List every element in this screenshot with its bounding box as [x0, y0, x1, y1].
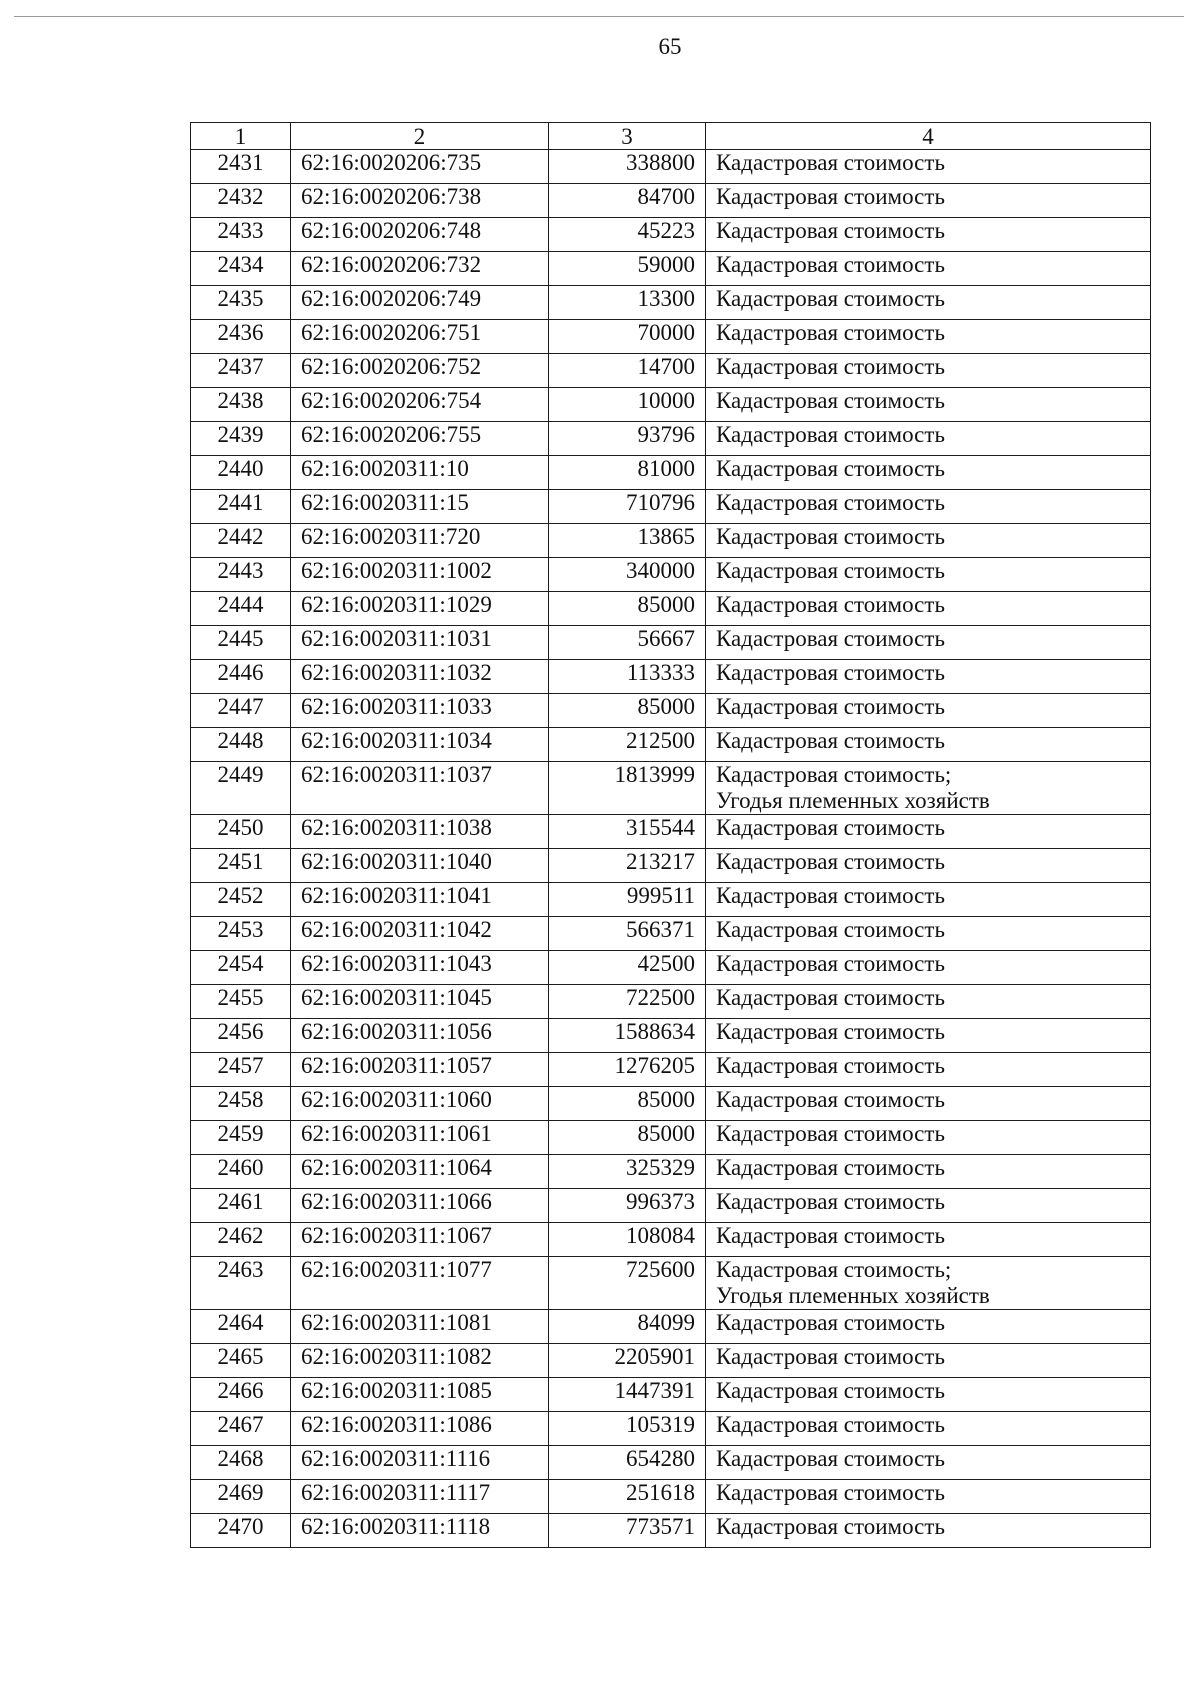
cadastral-value-cell: 85000 — [549, 592, 706, 626]
basis-line: Кадастровая стоимость; — [716, 1257, 952, 1282]
table-row — [191, 694, 1151, 728]
basis-cell — [706, 558, 1151, 592]
cadastral-value-cell: 81000 — [549, 456, 706, 490]
row-number-cell: 2464 — [191, 1310, 291, 1344]
cadastral-number-cell: 62:16:0020311:15 — [291, 490, 549, 524]
basis-cell — [706, 849, 1151, 883]
row-number-cell: 2437 — [191, 354, 291, 388]
row-number-cell: 2460 — [191, 1155, 291, 1189]
basis-line: Кадастровая стоимость — [716, 218, 945, 243]
table-row — [191, 252, 1151, 286]
basis-cell — [706, 694, 1151, 728]
cadastral-number-cell: 62:16:0020311:1041 — [291, 883, 549, 917]
row-number-cell: 2443 — [191, 558, 291, 592]
cadastral-number-cell: 62:16:0020206:751 — [291, 320, 549, 354]
cadastral-value-cell: 1813999 — [549, 762, 706, 815]
row-number-cell: 2453 — [191, 917, 291, 951]
cadastral-value-cell: 1276205 — [549, 1053, 706, 1087]
cadastral-value-cell: 13865 — [549, 524, 706, 558]
basis-line: Кадастровая стоимость — [716, 626, 945, 651]
row-number-cell: 2455 — [191, 985, 291, 1019]
cadastral-value-cell: 725600 — [549, 1257, 706, 1310]
cadastral-number-cell: 62:16:0020206:749 — [291, 286, 549, 320]
cadastral-number-cell: 62:16:0020311:1057 — [291, 1053, 549, 1087]
basis-line: Кадастровая стоимость — [716, 558, 945, 583]
basis-line: Кадастровая стоимость — [716, 592, 945, 617]
basis-cell — [706, 1087, 1151, 1121]
cadastral-value-cell: 85000 — [549, 1087, 706, 1121]
row-number-cell: 2448 — [191, 728, 291, 762]
cadastral-number-cell: 62:16:0020206:732 — [291, 252, 549, 286]
basis-cell — [706, 524, 1151, 558]
basis-cell — [706, 1480, 1151, 1514]
table-body — [191, 150, 1151, 1548]
basis-cell — [706, 252, 1151, 286]
table-row — [191, 150, 1151, 184]
basis-cell — [706, 917, 1151, 951]
table-row — [191, 1053, 1151, 1087]
cadastral-number-cell: 62:16:0020311:1056 — [291, 1019, 549, 1053]
basis-line: Кадастровая стоимость — [716, 849, 945, 874]
basis-line: Кадастровая стоимость — [716, 1310, 945, 1335]
table-row — [191, 815, 1151, 849]
row-number-cell: 2449 — [191, 762, 291, 815]
cadastral-number-cell: 62:16:0020311:1077 — [291, 1257, 549, 1310]
cadastral-number-cell: 62:16:0020311:10 — [291, 456, 549, 490]
row-number-cell: 2466 — [191, 1378, 291, 1412]
row-number-cell: 2447 — [191, 694, 291, 728]
cadastral-number-cell: 62:16:0020206:738 — [291, 184, 549, 218]
land-register-table — [190, 122, 1151, 1548]
basis-line: Кадастровая стоимость — [716, 456, 945, 481]
row-number-cell: 2445 — [191, 626, 291, 660]
table-row — [191, 626, 1151, 660]
cadastral-number-cell: 62:16:0020311:1031 — [291, 626, 549, 660]
basis-cell — [706, 1310, 1151, 1344]
row-number-cell: 2458 — [191, 1087, 291, 1121]
cadastral-value-cell: 999511 — [549, 883, 706, 917]
page-number: 65 — [658, 34, 682, 59]
cadastral-value-cell: 315544 — [549, 815, 706, 849]
row-number-cell: 2433 — [191, 218, 291, 252]
cadastral-number-cell: 62:16:0020311:1085 — [291, 1378, 549, 1412]
column-header-1: 1 — [191, 123, 291, 150]
basis-line: Кадастровая стоимость — [716, 694, 945, 719]
row-number-cell: 2465 — [191, 1344, 291, 1378]
cadastral-number-cell: 62:16:0020206:748 — [291, 218, 549, 252]
row-number-cell: 2435 — [191, 286, 291, 320]
cadastral-number-cell: 62:16:0020311:1060 — [291, 1087, 549, 1121]
column-header-2: 2 — [291, 123, 549, 150]
basis-cell — [706, 218, 1151, 252]
row-number-cell: 2438 — [191, 388, 291, 422]
cadastral-value-cell: 325329 — [549, 1155, 706, 1189]
basis-cell — [706, 1412, 1151, 1446]
basis-cell — [706, 1446, 1151, 1480]
table-row — [191, 1121, 1151, 1155]
row-number-cell: 2444 — [191, 592, 291, 626]
cadastral-number-cell: 62:16:0020206:754 — [291, 388, 549, 422]
table-header-row — [191, 123, 1151, 150]
column-header-3: 3 — [549, 123, 706, 150]
table-row — [191, 762, 1151, 815]
basis-line: Кадастровая стоимость — [716, 1412, 945, 1437]
row-number-cell: 2432 — [191, 184, 291, 218]
basis-line: Кадастровая стоимость — [716, 985, 945, 1010]
row-number-cell: 2440 — [191, 456, 291, 490]
basis-line: Кадастровая стоимость — [716, 422, 945, 447]
basis-cell — [706, 883, 1151, 917]
row-number-cell: 2454 — [191, 951, 291, 985]
basis-cell — [706, 1019, 1151, 1053]
row-number-cell: 2451 — [191, 849, 291, 883]
table-row — [191, 1087, 1151, 1121]
basis-cell — [706, 1514, 1151, 1548]
basis-line: Кадастровая стоимость — [716, 286, 945, 311]
cadastral-number-cell: 62:16:0020311:1067 — [291, 1223, 549, 1257]
table-row — [191, 1514, 1151, 1548]
row-number-cell: 2436 — [191, 320, 291, 354]
row-number-cell: 2456 — [191, 1019, 291, 1053]
basis-line: Кадастровая стоимость — [716, 883, 945, 908]
basis-line: Кадастровая стоимость — [716, 524, 945, 549]
table-row — [191, 1446, 1151, 1480]
table-row — [191, 1378, 1151, 1412]
cadastral-value-cell: 108084 — [549, 1223, 706, 1257]
basis-line: Кадастровая стоимость — [716, 1053, 945, 1078]
table-row — [191, 320, 1151, 354]
cadastral-value-cell: 84700 — [549, 184, 706, 218]
row-number-cell: 2467 — [191, 1412, 291, 1446]
basis-line: Кадастровая стоимость — [716, 728, 945, 753]
basis-cell — [706, 660, 1151, 694]
cadastral-value-cell: 85000 — [549, 1121, 706, 1155]
cadastral-number-cell: 62:16:0020311:1064 — [291, 1155, 549, 1189]
cadastral-number-cell: 62:16:0020311:1116 — [291, 1446, 549, 1480]
cadastral-value-cell: 2205901 — [549, 1344, 706, 1378]
cadastral-value-cell: 340000 — [549, 558, 706, 592]
cadastral-value-cell: 996373 — [549, 1189, 706, 1223]
cadastral-value-cell: 566371 — [549, 917, 706, 951]
cadastral-value-cell: 773571 — [549, 1514, 706, 1548]
cadastral-number-cell: 62:16:0020311:1117 — [291, 1480, 549, 1514]
basis-cell — [706, 815, 1151, 849]
table-row — [191, 1344, 1151, 1378]
basis-line: Кадастровая стоимость — [716, 1223, 945, 1248]
cadastral-value-cell: 84099 — [549, 1310, 706, 1344]
cadastral-value-cell: 70000 — [549, 320, 706, 354]
cadastral-number-cell: 62:16:0020311:1033 — [291, 694, 549, 728]
row-number-cell: 2439 — [191, 422, 291, 456]
basis-cell — [706, 1378, 1151, 1412]
cadastral-value-cell: 710796 — [549, 490, 706, 524]
basis-line: Кадастровая стоимость — [716, 1121, 945, 1146]
basis-line: Угодья племенных хозяйств — [716, 788, 990, 813]
basis-cell — [706, 1344, 1151, 1378]
basis-cell — [706, 388, 1151, 422]
row-number-cell: 2446 — [191, 660, 291, 694]
basis-line: Угодья племенных хозяйств — [716, 1283, 990, 1308]
basis-line: Кадастровая стоимость — [716, 354, 945, 379]
row-number-cell: 2442 — [191, 524, 291, 558]
table-row — [191, 1412, 1151, 1446]
basis-cell — [706, 1053, 1151, 1087]
basis-cell — [706, 592, 1151, 626]
basis-cell — [706, 354, 1151, 388]
cadastral-value-cell: 654280 — [549, 1446, 706, 1480]
table-row — [191, 490, 1151, 524]
cadastral-value-cell: 93796 — [549, 422, 706, 456]
row-number-cell: 2463 — [191, 1257, 291, 1310]
cadastral-number-cell: 62:16:0020311:1081 — [291, 1310, 549, 1344]
cadastral-value-cell: 213217 — [549, 849, 706, 883]
table-row — [191, 883, 1151, 917]
table-row — [191, 660, 1151, 694]
basis-cell — [706, 1189, 1151, 1223]
basis-cell — [706, 985, 1151, 1019]
basis-cell — [706, 1257, 1151, 1310]
column-header-4: 4 — [706, 123, 1151, 150]
row-number-cell: 2461 — [191, 1189, 291, 1223]
row-number-cell: 2431 — [191, 150, 291, 184]
basis-line: Кадастровая стоимость — [716, 1087, 945, 1112]
table-row — [191, 1155, 1151, 1189]
cadastral-number-cell: 62:16:0020311:1038 — [291, 815, 549, 849]
cadastral-value-cell: 14700 — [549, 354, 706, 388]
cadastral-value-cell: 105319 — [549, 1412, 706, 1446]
cadastral-value-cell: 212500 — [549, 728, 706, 762]
cadastral-value-cell: 113333 — [549, 660, 706, 694]
basis-line: Кадастровая стоимость — [716, 184, 945, 209]
basis-line: Кадастровая стоимость — [716, 1480, 945, 1505]
basis-line: Кадастровая стоимость — [716, 1155, 945, 1180]
row-number-cell: 2441 — [191, 490, 291, 524]
cadastral-number-cell: 62:16:0020206:755 — [291, 422, 549, 456]
cadastral-value-cell: 13300 — [549, 286, 706, 320]
basis-cell — [706, 1155, 1151, 1189]
cadastral-number-cell: 62:16:0020311:1042 — [291, 917, 549, 951]
cadastral-number-cell: 62:16:0020311:1043 — [291, 951, 549, 985]
row-number-cell: 2462 — [191, 1223, 291, 1257]
table-row — [191, 354, 1151, 388]
table-row — [191, 218, 1151, 252]
cadastral-value-cell: 251618 — [549, 1480, 706, 1514]
cadastral-number-cell: 62:16:0020311:1034 — [291, 728, 549, 762]
cadastral-number-cell: 62:16:0020311:1029 — [291, 592, 549, 626]
cadastral-number-cell: 62:16:0020311:1066 — [291, 1189, 549, 1223]
basis-cell — [706, 150, 1151, 184]
cadastral-value-cell: 1588634 — [549, 1019, 706, 1053]
basis-cell — [706, 320, 1151, 354]
table-row — [191, 1480, 1151, 1514]
cadastral-number-cell: 62:16:0020311:1002 — [291, 558, 549, 592]
cadastral-number-cell: 62:16:0020206:735 — [291, 150, 549, 184]
basis-line: Кадастровая стоимость — [716, 252, 945, 277]
cadastral-value-cell: 10000 — [549, 388, 706, 422]
basis-cell — [706, 762, 1151, 815]
basis-cell — [706, 951, 1151, 985]
cadastral-number-cell: 62:16:0020206:752 — [291, 354, 549, 388]
table-row — [191, 985, 1151, 1019]
basis-line: Кадастровая стоимость — [716, 1189, 945, 1214]
basis-line: Кадастровая стоимость; — [716, 762, 952, 787]
table-row — [191, 456, 1151, 490]
cadastral-number-cell: 62:16:0020311:1045 — [291, 985, 549, 1019]
basis-cell — [706, 1223, 1151, 1257]
basis-cell — [706, 422, 1151, 456]
basis-cell — [706, 490, 1151, 524]
row-number-cell: 2452 — [191, 883, 291, 917]
table-row — [191, 1257, 1151, 1310]
basis-line: Кадастровая стоимость — [716, 1344, 945, 1369]
cadastral-value-cell: 42500 — [549, 951, 706, 985]
row-number-cell: 2434 — [191, 252, 291, 286]
cadastral-number-cell: 62:16:0020311:1086 — [291, 1412, 549, 1446]
table-row — [191, 1189, 1151, 1223]
table-row — [191, 184, 1151, 218]
cadastral-value-cell: 56667 — [549, 626, 706, 660]
table-row — [191, 558, 1151, 592]
row-number-cell: 2470 — [191, 1514, 291, 1548]
row-number-cell: 2469 — [191, 1480, 291, 1514]
cadastral-number-cell: 62:16:0020311:720 — [291, 524, 549, 558]
row-number-cell: 2468 — [191, 1446, 291, 1480]
scan-top-rule — [14, 16, 1184, 17]
basis-line: Кадастровая стоимость — [716, 951, 945, 976]
basis-line: Кадастровая стоимость — [716, 917, 945, 942]
basis-cell — [706, 286, 1151, 320]
cadastral-number-cell: 62:16:0020311:1082 — [291, 1344, 549, 1378]
basis-cell — [706, 456, 1151, 490]
basis-line: Кадастровая стоимость — [716, 660, 945, 685]
table-row — [191, 422, 1151, 456]
basis-line: Кадастровая стоимость — [716, 1446, 945, 1471]
table-row — [191, 849, 1151, 883]
basis-line: Кадастровая стоимость — [716, 1514, 945, 1539]
basis-cell — [706, 184, 1151, 218]
table-row — [191, 524, 1151, 558]
cadastral-value-cell: 1447391 — [549, 1378, 706, 1412]
table-row — [191, 1223, 1151, 1257]
table-row — [191, 592, 1151, 626]
table-row — [191, 1310, 1151, 1344]
table-row — [191, 917, 1151, 951]
basis-line: Кадастровая стоимость — [716, 815, 945, 840]
cadastral-value-cell: 722500 — [549, 985, 706, 1019]
basis-line: Кадастровая стоимость — [716, 388, 945, 413]
row-number-cell: 2459 — [191, 1121, 291, 1155]
basis-line: Кадастровая стоимость — [716, 320, 945, 345]
row-number-cell: 2450 — [191, 815, 291, 849]
basis-line: Кадастровая стоимость — [716, 490, 945, 515]
table-row — [191, 951, 1151, 985]
cadastral-value-cell: 338800 — [549, 150, 706, 184]
table-row — [191, 728, 1151, 762]
row-number-cell: 2457 — [191, 1053, 291, 1087]
cadastral-number-cell: 62:16:0020311:1032 — [291, 660, 549, 694]
cadastral-value-cell: 85000 — [549, 694, 706, 728]
basis-line: Кадастровая стоимость — [716, 150, 945, 175]
basis-cell — [706, 1121, 1151, 1155]
cadastral-value-cell: 59000 — [549, 252, 706, 286]
basis-cell — [706, 728, 1151, 762]
table-row — [191, 286, 1151, 320]
cadastral-number-cell: 62:16:0020311:1118 — [291, 1514, 549, 1548]
basis-line: Кадастровая стоимость — [716, 1019, 945, 1044]
cadastral-number-cell: 62:16:0020311:1037 — [291, 762, 549, 815]
cadastral-value-cell: 45223 — [549, 218, 706, 252]
cadastral-number-cell: 62:16:0020311:1040 — [291, 849, 549, 883]
cadastral-number-cell: 62:16:0020311:1061 — [291, 1121, 549, 1155]
table-row — [191, 388, 1151, 422]
table-row — [191, 1019, 1151, 1053]
basis-line: Кадастровая стоимость — [716, 1378, 945, 1403]
basis-cell — [706, 626, 1151, 660]
